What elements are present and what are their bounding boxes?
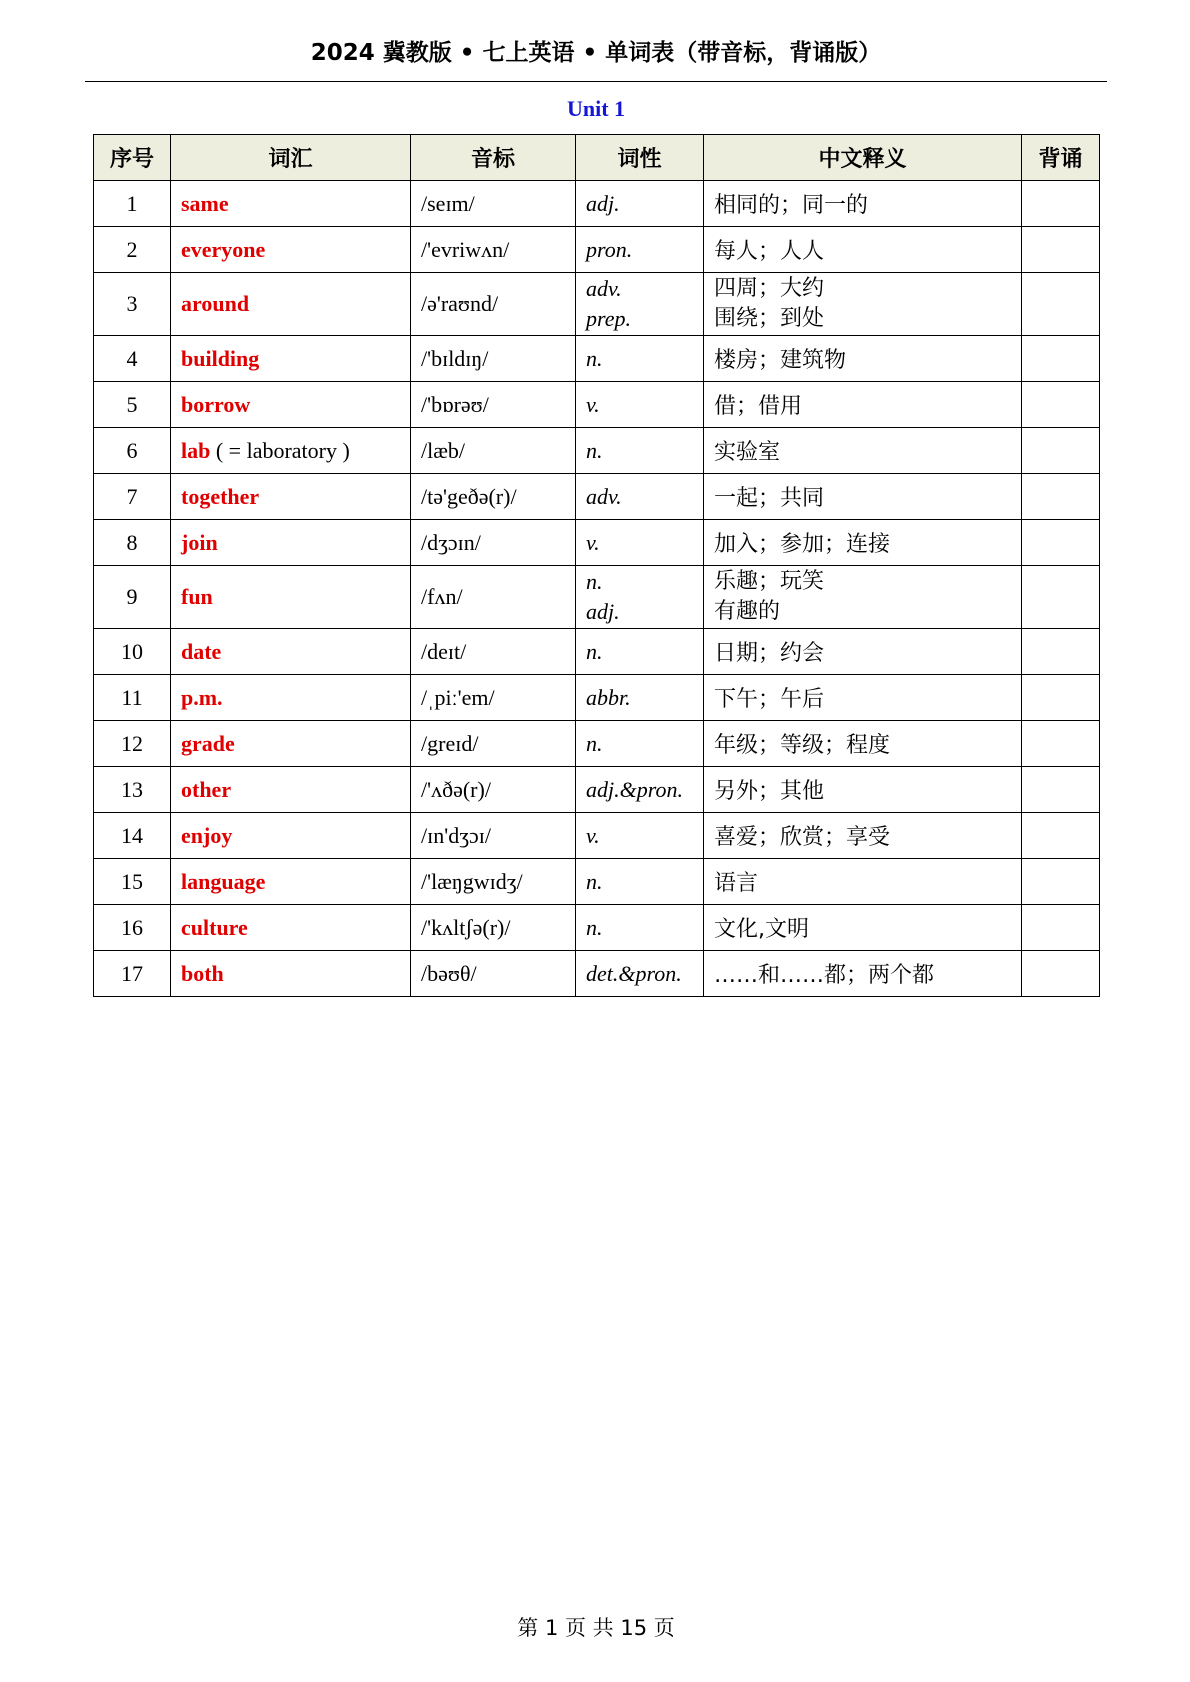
chinese-meaning: 有趣的 xyxy=(714,599,781,624)
part-of-speech-cell xyxy=(576,273,704,336)
part-of-speech: v. xyxy=(586,391,600,417)
part-of-speech-cell xyxy=(576,859,704,905)
vocab-word: fun xyxy=(181,584,213,609)
meaning-cell xyxy=(704,428,1022,474)
phonetic: /'evriwʌn/ xyxy=(411,227,576,273)
row-number: 4 xyxy=(94,336,171,382)
phonetic: /ə'raʊnd/ xyxy=(411,273,576,336)
column-header-word: 词汇 xyxy=(171,135,411,181)
table-row xyxy=(94,767,1100,813)
vocab-word: building xyxy=(181,345,260,371)
vocab-word-cell xyxy=(171,227,411,273)
column-header-phonetic: 音标 xyxy=(411,135,576,181)
recite-cell xyxy=(1022,629,1100,675)
meaning-cell xyxy=(704,181,1022,227)
meaning-cell xyxy=(704,721,1022,767)
vocab-word: enjoy xyxy=(181,822,233,848)
part-of-speech: n. xyxy=(586,868,603,894)
phonetic: /seɪm/ xyxy=(411,181,576,227)
row-number: 8 xyxy=(94,520,171,566)
vocab-word-cell xyxy=(171,181,411,227)
part-of-speech-cell xyxy=(576,227,704,273)
chinese-meaning: 喜爱；欣赏；享受 xyxy=(714,825,891,850)
table-row xyxy=(94,474,1100,520)
vocab-word: same xyxy=(181,190,229,216)
table-row xyxy=(94,382,1100,428)
row-number: 5 xyxy=(94,382,171,428)
chinese-meaning: 实验室 xyxy=(714,440,781,465)
column-header-meaning: 中文释义 xyxy=(704,135,1022,181)
meaning-cell xyxy=(704,273,1022,336)
part-of-speech: n. xyxy=(586,345,603,371)
vocab-word: p.m. xyxy=(181,684,223,710)
row-number: 16 xyxy=(94,905,171,951)
part-of-speech-cell xyxy=(576,951,704,997)
vocab-word: together xyxy=(181,483,260,509)
vocab-word: both xyxy=(181,960,224,986)
part-of-speech-cell xyxy=(576,428,704,474)
vocab-word-cell xyxy=(171,336,411,382)
meaning-cell xyxy=(704,951,1022,997)
part-of-speech-cell xyxy=(576,520,704,566)
part-of-speech: n. xyxy=(586,914,603,940)
meaning-cell xyxy=(704,675,1022,721)
part-of-speech: n. xyxy=(586,569,603,594)
recite-cell xyxy=(1022,336,1100,382)
meaning-cell xyxy=(704,566,1022,629)
column-header-recite: 背诵 xyxy=(1022,135,1100,181)
vocab-word-cell xyxy=(171,629,411,675)
meaning-cell xyxy=(704,336,1022,382)
part-of-speech-cell xyxy=(576,813,704,859)
row-number: 12 xyxy=(94,721,171,767)
chinese-meaning: 下午；午后 xyxy=(714,687,825,712)
meaning-cell xyxy=(704,629,1022,675)
chinese-meaning: 乐趣；玩笑 xyxy=(714,569,825,594)
document-title: 2024 冀教版 • 七上英语 • 单词表（带音标，背诵版） xyxy=(310,40,882,66)
chinese-meaning: 楼房；建筑物 xyxy=(714,348,847,373)
table-row xyxy=(94,273,1100,336)
row-number: 2 xyxy=(94,227,171,273)
part-of-speech: n. xyxy=(586,638,603,664)
table-row xyxy=(94,181,1100,227)
table-row xyxy=(94,859,1100,905)
part-of-speech: pron. xyxy=(586,236,633,262)
table-row xyxy=(94,629,1100,675)
part-of-speech: abbr. xyxy=(586,684,631,710)
chinese-meaning: 每人；人人 xyxy=(714,239,825,264)
part-of-speech: adj.&pron. xyxy=(586,776,683,802)
recite-cell xyxy=(1022,721,1100,767)
chinese-meaning: 文化,文明 xyxy=(714,917,809,942)
phonetic: /dʒɔɪn/ xyxy=(411,520,576,566)
vocab-word: other xyxy=(181,776,232,802)
chinese-meaning: 另外；其他 xyxy=(714,779,825,804)
part-of-speech: n. xyxy=(586,437,603,463)
recite-cell xyxy=(1022,181,1100,227)
table-row xyxy=(94,336,1100,382)
table-row xyxy=(94,905,1100,951)
part-of-speech-cell xyxy=(576,566,704,629)
row-number: 14 xyxy=(94,813,171,859)
vocab-word-cell xyxy=(171,767,411,813)
table-row xyxy=(94,520,1100,566)
phonetic: /ɪn'dʒɔɪ/ xyxy=(411,813,576,859)
row-number: 13 xyxy=(94,767,171,813)
part-of-speech: adv. xyxy=(586,483,622,509)
chinese-meaning: 借；借用 xyxy=(714,394,803,419)
table-row xyxy=(94,951,1100,997)
phonetic: /bəʊθ/ xyxy=(411,951,576,997)
part-of-speech: adj. xyxy=(586,190,620,216)
vocab-word-cell xyxy=(171,566,411,629)
unit-title: Unit 1 xyxy=(566,96,626,121)
vocab-word-cell xyxy=(171,721,411,767)
vocab-word-cell xyxy=(171,474,411,520)
chinese-meaning: 年级；等级；程度 xyxy=(714,733,891,758)
vocab-word: language xyxy=(181,868,266,894)
phonetic: /'bɒrəʊ/ xyxy=(411,382,576,428)
table-row xyxy=(94,675,1100,721)
part-of-speech: adv. xyxy=(586,276,622,301)
row-number: 9 xyxy=(94,566,171,629)
column-header-number: 序号 xyxy=(94,135,171,181)
part-of-speech-cell xyxy=(576,336,704,382)
row-number: 1 xyxy=(94,181,171,227)
chinese-meaning: 相同的；同一的 xyxy=(714,193,869,218)
table-row xyxy=(94,227,1100,273)
part-of-speech-cell xyxy=(576,181,704,227)
vocab-word: culture xyxy=(181,914,248,940)
meaning-cell xyxy=(704,813,1022,859)
chinese-meaning: 一起；共同 xyxy=(714,486,825,511)
meaning-cell xyxy=(704,859,1022,905)
vocab-word-cell xyxy=(171,382,411,428)
page-number: 第 1 页 共 15 页 xyxy=(517,1616,675,1640)
part-of-speech-cell xyxy=(576,721,704,767)
meaning-cell xyxy=(704,474,1022,520)
part-of-speech-cell xyxy=(576,474,704,520)
table-row xyxy=(94,566,1100,629)
recite-cell xyxy=(1022,767,1100,813)
phonetic: /tə'geðə(r)/ xyxy=(411,474,576,520)
vocab-word-cell xyxy=(171,951,411,997)
vocab-word: lab xyxy=(181,437,211,463)
recite-cell xyxy=(1022,382,1100,428)
meaning-cell xyxy=(704,905,1022,951)
vocab-word-cell xyxy=(171,905,411,951)
part-of-speech-cell xyxy=(576,675,704,721)
chinese-meaning: 围绕；到处 xyxy=(714,306,825,331)
vocab-word-note: ( = laboratory ) xyxy=(210,437,350,463)
chinese-meaning: 日期；约会 xyxy=(714,641,825,666)
chinese-meaning: ……和……都；两个都 xyxy=(714,963,935,988)
meaning-cell xyxy=(704,382,1022,428)
meaning-cell xyxy=(704,227,1022,273)
vocab-word-cell xyxy=(171,813,411,859)
header-divider xyxy=(85,81,1107,82)
part-of-speech-cell xyxy=(576,382,704,428)
chinese-meaning: 四周；大约 xyxy=(714,276,825,301)
part-of-speech-cell xyxy=(576,767,704,813)
phonetic: /ˌpiː'em/ xyxy=(411,675,576,721)
vocab-word: everyone xyxy=(181,236,266,262)
phonetic: /deɪt/ xyxy=(411,629,576,675)
recite-cell xyxy=(1022,566,1100,629)
recite-cell xyxy=(1022,520,1100,566)
recite-cell xyxy=(1022,675,1100,721)
table-row xyxy=(94,721,1100,767)
meaning-cell xyxy=(704,767,1022,813)
recite-cell xyxy=(1022,273,1100,336)
vocab-word: grade xyxy=(181,730,235,756)
row-number: 7 xyxy=(94,474,171,520)
phonetic: /'læŋgwɪdʒ/ xyxy=(411,859,576,905)
chinese-meaning: 语言 xyxy=(714,871,759,896)
column-header-part-of-speech: 词性 xyxy=(576,135,704,181)
recite-cell xyxy=(1022,227,1100,273)
phonetic: /læb/ xyxy=(411,428,576,474)
table-header-row xyxy=(94,135,1100,181)
vocab-word-cell xyxy=(171,428,411,474)
recite-cell xyxy=(1022,813,1100,859)
phonetic: /greɪd/ xyxy=(411,721,576,767)
part-of-speech: adj. xyxy=(586,599,620,624)
row-number: 10 xyxy=(94,629,171,675)
part-of-speech-cell xyxy=(576,629,704,675)
vocab-word-cell xyxy=(171,273,411,336)
part-of-speech: prep. xyxy=(586,306,632,331)
recite-cell xyxy=(1022,859,1100,905)
vocab-word: borrow xyxy=(181,391,251,417)
row-number: 15 xyxy=(94,859,171,905)
vocab-word: join xyxy=(181,529,218,555)
meaning-cell xyxy=(704,520,1022,566)
part-of-speech-cell xyxy=(576,905,704,951)
part-of-speech: n. xyxy=(586,730,603,756)
row-number: 6 xyxy=(94,428,171,474)
part-of-speech: v. xyxy=(586,529,600,555)
recite-cell xyxy=(1022,951,1100,997)
vocab-word: date xyxy=(181,638,222,664)
chinese-meaning: 加入；参加；连接 xyxy=(714,532,891,557)
recite-cell xyxy=(1022,905,1100,951)
phonetic: /'ʌðə(r)/ xyxy=(411,767,576,813)
part-of-speech: det.&pron. xyxy=(586,960,682,986)
vocab-word: around xyxy=(181,291,250,316)
vocab-word-cell xyxy=(171,675,411,721)
phonetic: /'bɪldɪŋ/ xyxy=(411,336,576,382)
table-row xyxy=(94,428,1100,474)
vocab-word-cell xyxy=(171,859,411,905)
phonetic: /fʌn/ xyxy=(411,566,576,629)
table-row xyxy=(94,813,1100,859)
vocabulary-table xyxy=(93,134,1100,997)
recite-cell xyxy=(1022,474,1100,520)
row-number: 11 xyxy=(94,675,171,721)
row-number: 3 xyxy=(94,273,171,336)
vocab-word-cell xyxy=(171,520,411,566)
phonetic: /'kʌltʃə(r)/ xyxy=(411,905,576,951)
recite-cell xyxy=(1022,428,1100,474)
part-of-speech: v. xyxy=(586,822,600,848)
row-number: 17 xyxy=(94,951,171,997)
vocabulary-table-body xyxy=(94,181,1100,997)
